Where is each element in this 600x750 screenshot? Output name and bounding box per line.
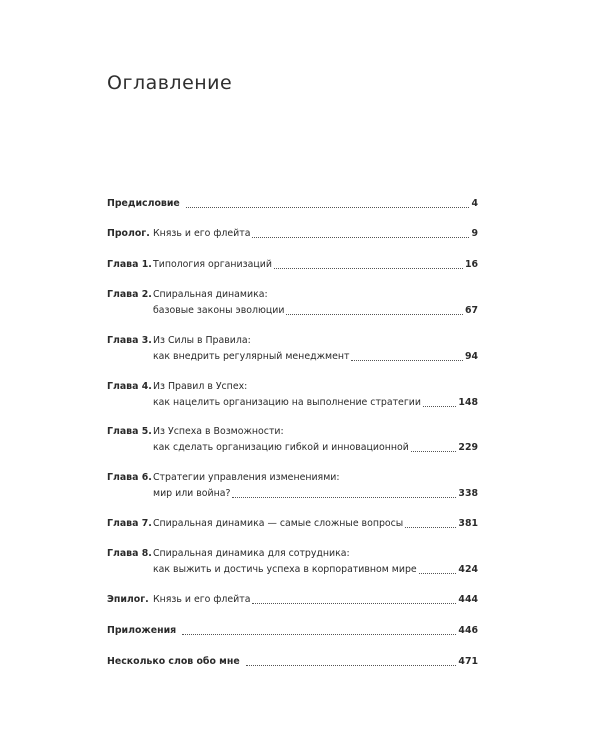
- toc-entry-epilogue[interactable]: [107, 592, 478, 608]
- toc-title: Стратегии управления изменениями:: [153, 472, 340, 483]
- dot-leader: [182, 633, 456, 635]
- toc-label: Глава 7.: [107, 518, 152, 529]
- toc-subtitle: мир или война?: [153, 488, 231, 499]
- toc-entry-chapter-4[interactable]: [107, 379, 478, 411]
- toc-page-number: 67: [464, 305, 478, 316]
- toc-page-number: 148: [458, 397, 478, 408]
- toc-entry-chapter-6[interactable]: [107, 470, 478, 502]
- toc-entry-about-me[interactable]: [107, 654, 478, 670]
- toc-title: Типология организаций: [153, 259, 272, 270]
- dot-leader: [423, 405, 456, 407]
- toc-subtitle: как выжить и достичь успеха в корпоративном мире: [153, 564, 417, 575]
- dot-leader: [252, 602, 456, 604]
- toc-entry-prologue[interactable]: [107, 226, 478, 242]
- toc-label: Эпилог.: [107, 594, 149, 605]
- toc-title: Спиральная динамика — самые сложные вопросы: [153, 518, 404, 529]
- toc-entry-appendices[interactable]: [107, 623, 478, 639]
- toc-entry-chapter-8[interactable]: [107, 546, 478, 578]
- toc-entry-chapter-1[interactable]: [107, 257, 478, 273]
- toc-label: Пролог.: [107, 228, 150, 239]
- dot-leader: [286, 313, 463, 315]
- toc-title: Спиральная динамика для сотрудника:: [153, 548, 350, 559]
- toc-page-number: 94: [464, 351, 478, 362]
- toc-label: Глава 3.: [107, 335, 152, 346]
- toc-title: Князь и его флейта: [153, 228, 251, 239]
- toc-title: Из Силы в Правила:: [153, 335, 251, 346]
- toc-subtitle: базовые законы эволюции: [153, 305, 285, 316]
- toc-page-number: 424: [458, 564, 478, 575]
- toc-title: Спиральная динамика:: [153, 289, 268, 300]
- toc-entry-preface[interactable]: [107, 196, 478, 212]
- toc-entry-chapter-7[interactable]: [107, 516, 478, 532]
- dot-leader: [419, 572, 457, 574]
- toc-entry-chapter-3[interactable]: [107, 333, 478, 365]
- dot-leader: [405, 526, 456, 528]
- dot-leader: [246, 664, 457, 666]
- toc-label: Несколько слов обо мне: [107, 656, 240, 667]
- toc-page-number: 444: [458, 594, 478, 605]
- page-title: Оглавление: [107, 72, 233, 94]
- toc-label: Глава 6.: [107, 472, 152, 483]
- toc-entry-chapter-5[interactable]: [107, 424, 478, 456]
- toc-page-number: 338: [458, 488, 478, 499]
- toc-label: Глава 1.: [107, 259, 152, 270]
- dot-leader: [232, 496, 456, 498]
- toc-label: Глава 2.: [107, 289, 152, 300]
- dot-leader: [186, 206, 470, 208]
- toc-subtitle: как сделать организацию гибкой и инновационной: [153, 442, 409, 453]
- toc-label: Глава 5.: [107, 426, 152, 437]
- toc-title: Из Правил в Успех:: [153, 381, 248, 392]
- toc-subtitle: как внедрить регулярный менеджмент: [153, 351, 350, 362]
- dot-leader: [351, 359, 463, 361]
- toc-page-number: 381: [458, 518, 478, 529]
- toc-label: Глава 8.: [107, 548, 152, 559]
- toc-page-number: 471: [458, 656, 478, 667]
- toc-label: Глава 4.: [107, 381, 152, 392]
- toc-label: Приложения: [107, 625, 177, 636]
- toc-page-number: 229: [458, 442, 478, 453]
- toc-subtitle: как нацелить организацию на выполнение стратегии: [153, 397, 421, 408]
- dot-leader: [252, 236, 469, 238]
- dot-leader: [411, 450, 457, 452]
- toc-page-number: 9: [471, 228, 478, 239]
- dot-leader: [274, 267, 463, 269]
- toc-page-number: 16: [464, 259, 478, 270]
- toc-page-number: 4: [471, 198, 478, 209]
- toc-entry-chapter-2[interactable]: [107, 287, 478, 319]
- toc-title: Князь и его флейта: [153, 594, 251, 605]
- toc-title: Из Успеха в Возможности:: [153, 426, 284, 437]
- toc-page-number: 446: [458, 625, 478, 636]
- toc-label: Предисловие: [107, 198, 180, 209]
